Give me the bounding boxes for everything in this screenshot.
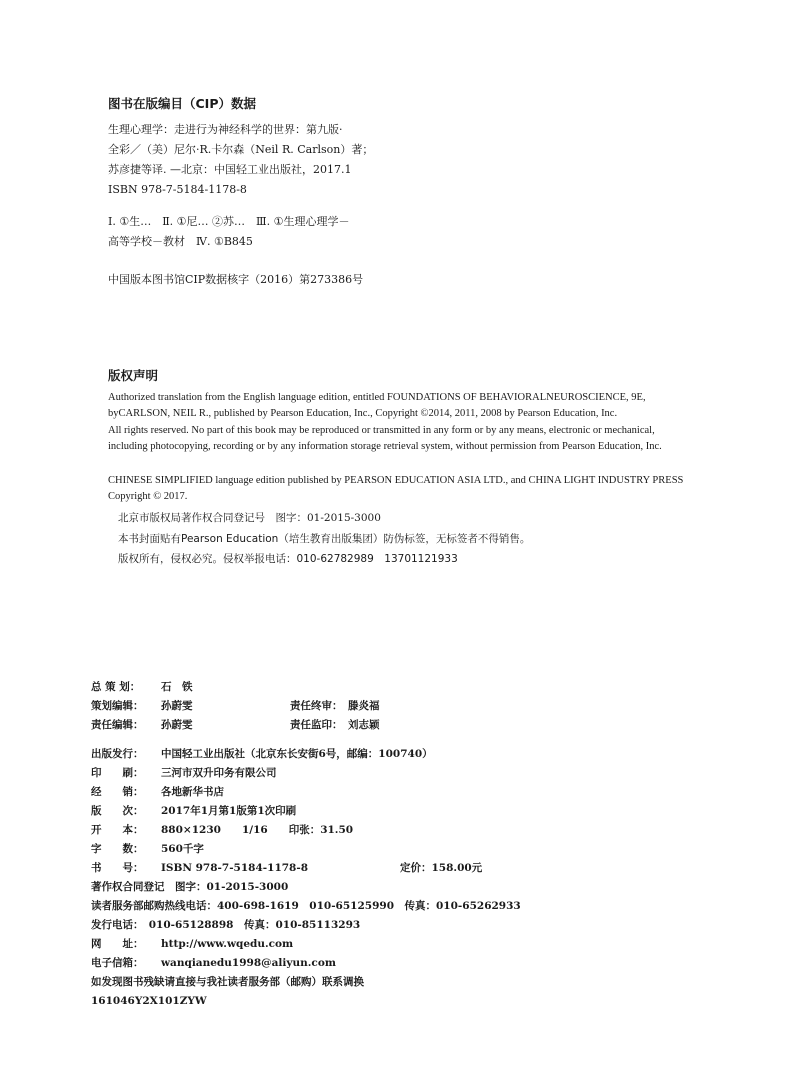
cip-record-number: 中国版本图书馆CIP数据核字（2016）第273386号 (108, 273, 364, 286)
staff-row (91, 697, 691, 716)
cip-line: 全彩／（美）尼尔·R.卡尔森（Neil R. Carlson）著； (108, 143, 374, 156)
imprint-text: 如发现图书残缺请直接与我社读者服务部（邮购）联系调换 (91, 976, 364, 988)
copyright-paragraph-rights: All rights reserved. No part of this book may be reproduced or transmitted in any form or by any means, electronic or mechanical, including photocopying, recording or by any information storage retrieval system, without permission from Pearson Education, Inc. (108, 425, 662, 452)
imprint-row-reader-service (91, 897, 711, 916)
imprint-row-website (91, 935, 711, 954)
imprint-label: 经 销： (91, 786, 144, 798)
imprint-label: 网 址： (91, 938, 144, 950)
imprint-row-distributor (91, 783, 711, 802)
imprint-value: 880×1230 1/16 印张：31.50 (161, 824, 354, 836)
imprint-publication (91, 745, 711, 1011)
cip-isbn: ISBN 978-7-5184-1178-8 (108, 183, 247, 196)
imprint-label: 版 次： (91, 805, 144, 817)
imprint-row-sales-phone (91, 916, 711, 935)
cip-bibliographic-record (108, 120, 373, 200)
imprint-row-format (91, 821, 711, 840)
imprint-row-isbn (91, 859, 711, 878)
staff-name: 石 铁 (161, 681, 193, 693)
staff-row (91, 716, 691, 735)
imprint-value: wanqianedu1998@aliyun.com (161, 957, 336, 969)
imprint-value: 560千字 (161, 843, 204, 855)
staff-label: 责任终审： (290, 700, 343, 712)
copyright-paragraph-translation: Authorized translation from the English language edition, entitled FOUNDATIONS OF BEHAVIORALNEUROSCIENCE, 9E, byCARLSON, NEIL R., published by Pearson Education, Inc., Copyright ©2014, 2011, 2008 by Pearson Education, Inc. (108, 392, 646, 419)
imprint-value: 2017年1月第1版第1次印刷 (161, 805, 297, 817)
product-code: 161046Y2X101ZYW (91, 995, 207, 1007)
imprint-row-word-count (91, 840, 711, 859)
cip-line: 生理心理学：走进行为神经科学的世界：第九版· (108, 123, 343, 136)
imprint-value: ISBN 978-7-5184-1178-8 (161, 862, 309, 874)
staff-label: 责任编辑： (91, 719, 144, 731)
copyright-paragraph-edition: CHINESE SIMPLIFIED language edition published by PEARSON EDUCATION ASIA LTD., and CHINA LIGHT INDUSTRY PRESS Copyright © 2017. (108, 475, 684, 502)
cip-subject-line: 高等学校－教材 Ⅳ. ①B845 (108, 235, 253, 248)
imprint-text: 读者服务部邮购热线电话：400-698-1619 010-65125990 传真：010-65262933 (91, 900, 521, 912)
cip-line: 苏彦捷等译. —北京：中国轻工业出版社，2017.1 (108, 163, 352, 176)
imprint-row-defect-notice (91, 973, 711, 992)
imprint-row-email (91, 954, 711, 973)
cip-subject-line: Ⅰ. ①生… Ⅱ. ①尼… ②苏… Ⅲ. ①生理心理学－ (108, 215, 350, 228)
staff-name: 孙蔚雯 (161, 700, 193, 712)
imprint-label: 书 号： (91, 862, 144, 874)
imprint-staff (91, 678, 691, 735)
anti-counterfeit-notice: 本书封面贴有Pearson Education（培生教育出版集团）防伪标签，无标签者不得销售。 (118, 533, 531, 545)
imprint-row-edition (91, 802, 711, 821)
cip-heading: 图书在版编目（CIP）数据 (108, 96, 256, 111)
staff-name: 刘志颖 (348, 719, 380, 731)
copyright-heading: 版权声明 (108, 368, 159, 383)
staff-name: 滕炎福 (348, 700, 380, 712)
staff-label: 策划编辑： (91, 700, 144, 712)
imprint-value: 三河市双升印务有限公司 (161, 767, 277, 779)
imprint-row-contract (91, 878, 711, 897)
piracy-report-notice: 版权所有，侵权必究。侵权举报电话：010-62782989 13701121933 (118, 553, 458, 565)
cip-subject-classification (108, 212, 350, 252)
imprint-row-publisher (91, 745, 711, 764)
imprint-value: 中国轻工业出版社（北京东长安街6号，邮编：100740） (161, 748, 433, 760)
imprint-row-printer (91, 764, 711, 783)
imprint-row-product-code (91, 992, 711, 1011)
imprint-text: 发行电话： 010-65128898 传真：010-85113293 (91, 919, 361, 931)
imprint-value: http://www.wqedu.com (161, 938, 294, 950)
imprint-label: 出版发行： (91, 748, 144, 760)
staff-label: 责任监印： (290, 719, 343, 731)
imprint-label: 电子信箱： (91, 957, 144, 969)
staff-row (91, 678, 691, 697)
staff-name: 孙蔚雯 (161, 719, 193, 731)
imprint-text: 著作权合同登记 图字：01-2015-3000 (91, 881, 289, 893)
imprint-label: 字 数： (91, 843, 144, 855)
staff-label: 总 策 划： (91, 681, 141, 693)
imprint-value: 各地新华书店 (161, 786, 224, 798)
imprint-label: 印 刷： (91, 767, 144, 779)
copyright-registration: 北京市版权局著作权合同登记号 图字：01-2015-3000 (118, 512, 381, 524)
price: 定价：158.00元 (400, 862, 483, 874)
imprint-label: 开 本： (91, 824, 144, 836)
